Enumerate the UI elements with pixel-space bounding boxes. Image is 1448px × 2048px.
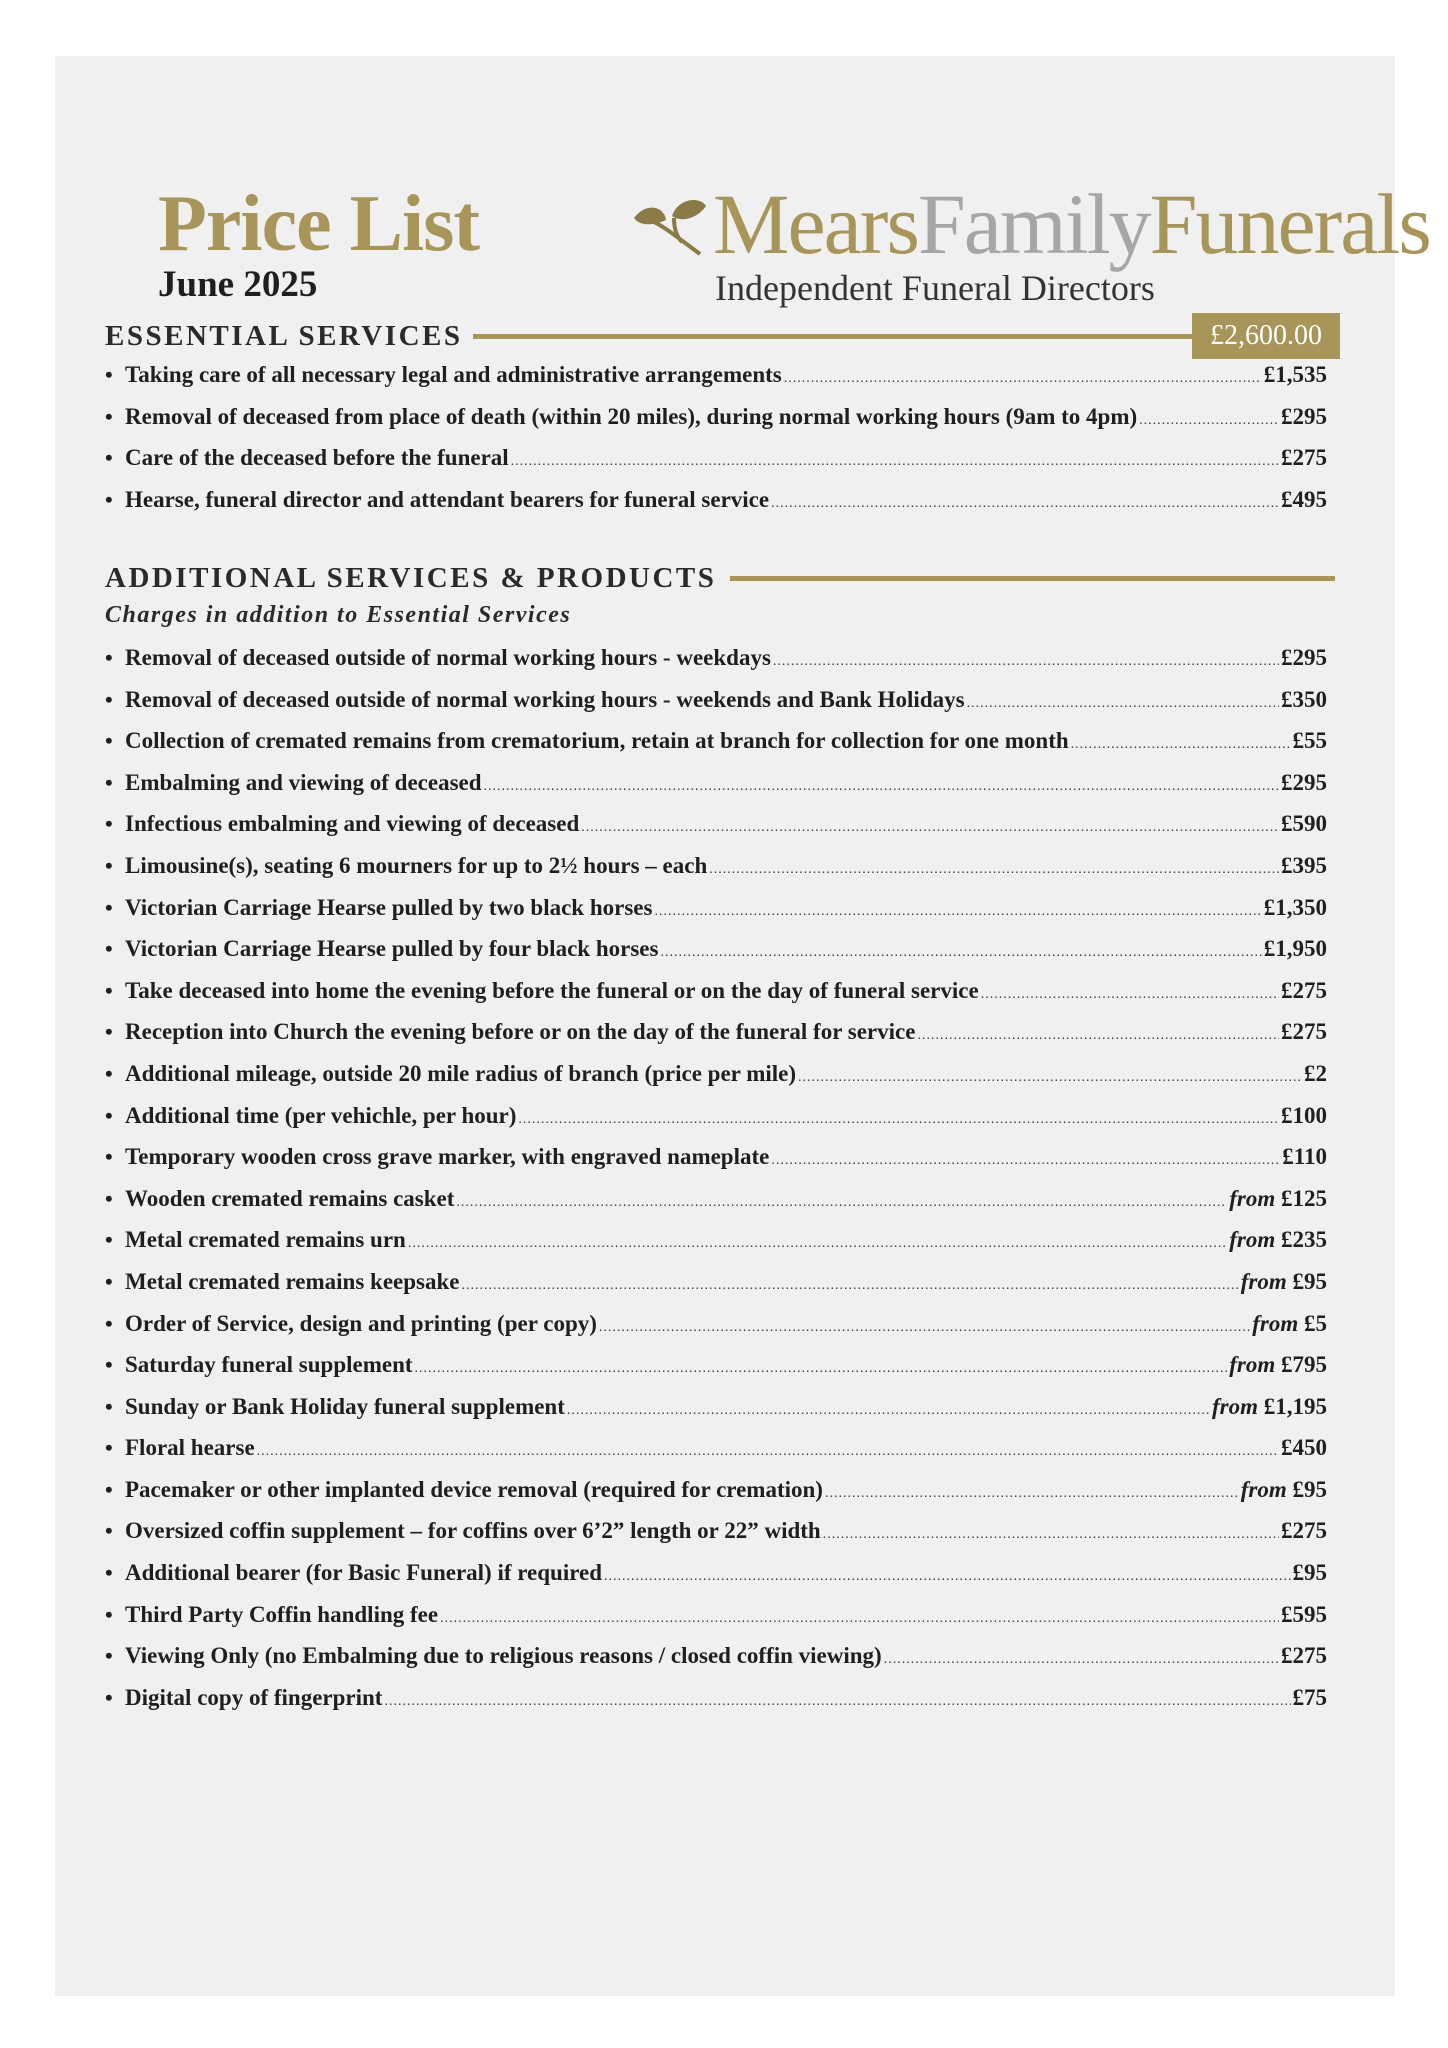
bullet-icon: • [105,645,113,670]
item-price: £275 [1281,445,1327,471]
dot-leader [784,371,1262,387]
bullet-icon: • [105,1393,113,1419]
item-label: Care of the deceased before the funeral [125,445,509,471]
bullet-icon: • [105,1352,113,1378]
item-price: £275 [1281,1643,1327,1669]
bullet-icon: • [105,1227,113,1253]
logo-word-family: Family [917,176,1150,272]
dot-leader [917,1028,1279,1044]
price-list-item [105,770,1327,812]
item-label: Victorian Carriage Hearse pulled by two black horses [125,894,653,920]
item-price: £395 [1281,852,1327,878]
item-price: £95 [1292,1476,1327,1502]
item-price: £295 [1281,645,1327,670]
price-list-item [105,1602,1327,1644]
dot-leader [462,1278,1239,1294]
bullet-icon: • [105,445,113,471]
bullet-icon: • [105,977,113,1003]
price-list-item [105,362,1327,404]
dot-leader [484,779,1279,795]
item-label: Wooden cremated remains casket [125,1185,455,1211]
bullet-icon: • [105,728,113,754]
item-label: Collection of cremated remains from crematorium, retain at branch for collection for one month [125,728,1069,754]
dot-leader [518,1112,1279,1128]
dot-leader [384,1694,1290,1710]
price-list-item [105,1435,1327,1477]
dot-leader [408,1236,1227,1252]
item-label: Removal of deceased from place of death (within 20 miles), during normal working hours (9am to 4pm) [125,403,1138,429]
item-price: £125 [1281,1185,1327,1211]
bullet-icon: • [105,1144,113,1170]
leaf-logo-icon [630,196,710,256]
essential-services-title: ESSENTIAL SERVICES [105,319,463,352]
item-price: £5 [1304,1310,1327,1336]
dot-leader [599,1320,1250,1336]
bullet-icon: • [105,1643,113,1669]
dot-leader [967,696,1279,712]
bullet-icon: • [105,1185,113,1211]
additional-services-subtitle: Charges in addition to Essential Services [105,602,572,628]
item-price: £235 [1281,1227,1327,1253]
price-list-item [105,728,1327,770]
logo-word-mears: Mears [713,176,918,272]
item-label: Additional bearer (for Basic Funeral) if required [125,1560,603,1586]
item-price: £1,950 [1263,936,1327,962]
essential-services-total: £2,600.00 [1192,313,1340,359]
dot-leader [604,1569,1290,1585]
bullet-icon: • [105,936,113,962]
price-list-item [105,978,1327,1020]
price-list-item [105,1311,1327,1353]
company-logo [713,176,1430,272]
item-price: £295 [1281,769,1327,795]
item-label: Limousine(s), seating 6 mourners for up to 2½ hours – each [125,852,708,878]
bullet-icon: • [105,1019,113,1045]
price-list-item [105,687,1327,729]
item-price: £275 [1281,977,1327,1003]
price-list-item [105,811,1327,853]
price-list-item [105,1227,1327,1269]
item-price: £275 [1281,1019,1327,1045]
item-label: Removal of deceased outside of normal working hours - weekends and Bank Holidays [125,686,965,712]
page-title: Price List [158,180,479,268]
item-price: £295 [1281,403,1327,429]
essential-services-list [105,362,1327,528]
additional-services-header [105,556,1335,600]
price-list-item [105,1560,1327,1602]
price-list-item [105,1477,1327,1519]
bullet-icon: • [105,811,113,837]
item-price: £55 [1292,728,1327,754]
bullet-icon: • [105,1102,113,1128]
essential-services-header [105,314,1340,358]
price-list-date: June 2025 [158,264,318,305]
item-price: £495 [1281,486,1327,512]
price-prefix: from [1229,1185,1276,1211]
item-label: Saturday funeral supplement [125,1352,413,1378]
price-prefix: from [1229,1227,1276,1253]
item-price: £450 [1281,1435,1327,1461]
item-price: £350 [1281,686,1327,712]
bullet-icon: • [105,1060,113,1086]
dot-leader [884,1652,1279,1668]
bullet-icon: • [105,686,113,712]
dot-leader [1071,737,1291,753]
price-list-item [105,1394,1327,1436]
bullet-icon: • [105,769,113,795]
price-list-item [105,645,1327,687]
item-label: Metal cremated remains keepsake [125,1268,460,1294]
item-label: Take deceased into home the evening before the funeral or on the day of funeral service [125,977,979,1003]
item-price: £1,195 [1263,1393,1327,1419]
bullet-icon: • [105,1601,113,1627]
item-label: Removal of deceased outside of normal working hours - weekdays [125,645,771,670]
item-price: £2 [1304,1060,1327,1086]
item-label: Metal cremated remains urn [125,1227,406,1253]
logo-word-funerals: Funerals [1149,176,1430,272]
dot-leader [823,1527,1279,1543]
additional-services-list [105,645,1327,1726]
item-label: Order of Service, design and printing (per copy) [125,1310,597,1336]
dot-leader [771,496,1279,512]
item-label: Additional mileage, outside 20 mile radius of branch (price per mile) [125,1060,797,1086]
section-divider [473,334,1193,339]
item-label: Sunday or Bank Holiday funeral supplement [125,1393,565,1419]
price-list-item [105,1518,1327,1560]
dot-leader [415,1361,1228,1377]
bullet-icon: • [105,852,113,878]
section-divider [730,576,1335,581]
item-price: £275 [1281,1518,1327,1544]
item-label: Hearse, funeral director and attendant bearers for funeral service [125,486,770,512]
bullet-icon: • [105,894,113,920]
item-price: £1,350 [1263,894,1327,920]
price-list-item [105,1685,1327,1727]
item-label: Embalming and viewing of deceased [125,769,482,795]
item-price: £595 [1281,1601,1327,1627]
price-prefix: from [1240,1476,1287,1502]
bullet-icon: • [105,1518,113,1544]
item-price: £110 [1282,1144,1327,1170]
price-prefix: from [1252,1310,1299,1336]
item-price: £795 [1281,1352,1327,1378]
bullet-icon: • [105,486,113,512]
bullet-icon: • [105,1476,113,1502]
item-label: Reception into Church the evening before or on the day of the funeral for service [125,1019,916,1045]
dot-leader [981,987,1279,1003]
price-list-item [105,853,1327,895]
bullet-icon: • [105,1435,113,1461]
dot-leader [660,945,1261,961]
dot-leader [456,1195,1227,1211]
bullet-icon: • [105,403,113,429]
company-tagline: Independent Funeral Directors [715,268,1155,308]
item-price: £590 [1281,811,1327,837]
bullet-icon: • [105,1268,113,1294]
dot-leader [798,1070,1302,1086]
item-label: Victorian Carriage Hearse pulled by four black horses [125,936,659,962]
dot-leader [581,820,1279,836]
dot-leader [773,654,1279,670]
price-list-item [105,895,1327,937]
item-label: Additional time (per vehichle, per hour) [125,1102,517,1128]
price-list-item [105,1144,1327,1186]
price-list-item [105,1186,1327,1228]
bullet-icon: • [105,1560,113,1586]
price-prefix: from [1240,1268,1287,1294]
item-label: Third Party Coffin handling fee [125,1601,439,1627]
item-label: Infectious embalming and viewing of deceased [125,811,580,837]
item-label: Temporary wooden cross grave marker, with engraved nameplate [125,1144,770,1170]
bullet-icon: • [105,1684,113,1710]
item-label: Taking care of all necessary legal and administrative arrangements [125,362,782,387]
item-price: £95 [1292,1560,1327,1586]
item-price: £75 [1292,1684,1327,1710]
item-price: £95 [1292,1268,1327,1294]
item-price: £1,535 [1263,362,1327,387]
price-prefix: from [1229,1352,1276,1378]
dot-leader [567,1403,1210,1419]
price-list-item [105,487,1327,529]
additional-services-title: ADDITIONAL SERVICES & PRODUCTS [105,561,717,594]
dot-leader [257,1444,1279,1460]
dot-leader [654,904,1261,920]
dot-leader [709,862,1279,878]
item-label: Viewing Only (no Embalming due to religious reasons / closed coffin viewing) [125,1643,882,1669]
dot-leader [771,1153,1280,1169]
price-list-item [105,1643,1327,1685]
price-list-item [105,1019,1327,1061]
price-list-item [105,445,1327,487]
price-list-item [105,1103,1327,1145]
item-label: Floral hearse [125,1435,255,1461]
bullet-icon: • [105,1310,113,1336]
bullet-icon: • [105,362,113,387]
price-list-item [105,1352,1327,1394]
dot-leader [440,1611,1279,1627]
item-price: £100 [1281,1102,1327,1128]
dot-leader [825,1486,1239,1502]
price-list-item [105,404,1327,446]
dot-leader [1139,413,1279,429]
item-label: Digital copy of fingerprint [125,1684,383,1710]
price-list-item [105,1269,1327,1311]
price-prefix: from [1212,1393,1258,1419]
item-label: Pacemaker or other implanted device removal (required for cremation) [125,1476,823,1502]
item-label: Oversized coffin supplement – for coffins over 6’2” length or 22” width [125,1518,821,1544]
dot-leader [511,454,1279,470]
price-list-item [105,936,1327,978]
price-list-item [105,1061,1327,1103]
